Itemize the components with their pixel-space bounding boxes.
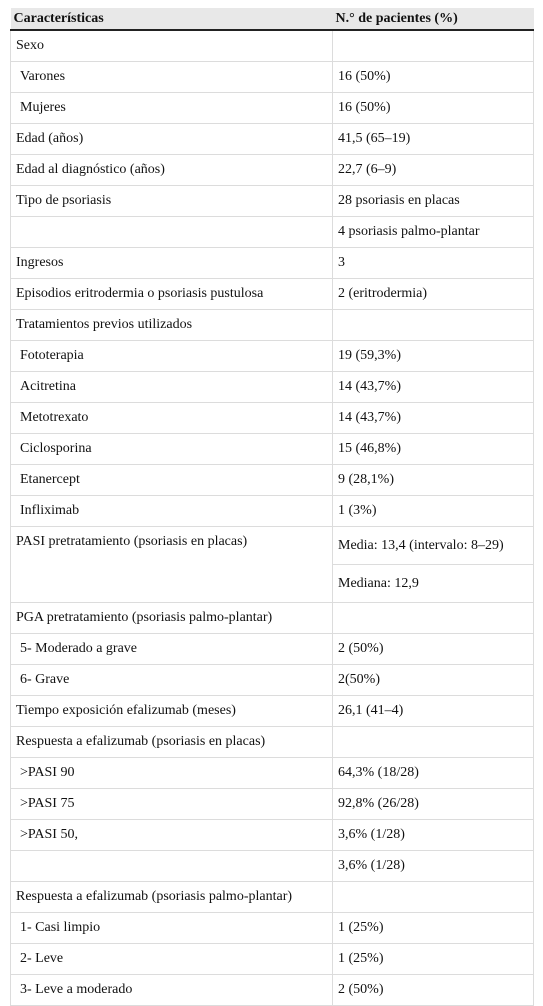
characteristic-cell: Fototerapia [11,341,333,372]
characteristic-cell: Tratamientos previos utilizados [11,310,333,341]
characteristic-cell: Edad al diagnóstico (años) [11,155,333,186]
characteristic-cell: Etanercept [11,465,333,496]
table-row [11,789,534,820]
patient-count-cell: 15 (46,8%) [333,434,534,465]
header-row [11,8,534,30]
table-row [11,93,534,124]
characteristic-cell: PASI pretratamiento (psoriasis en placas) [11,527,333,565]
table-row [11,727,534,758]
table-row [11,565,534,603]
characteristic-cell [11,851,333,882]
patient-count-cell: 3 [333,248,534,279]
characteristic-cell: Tiempo exposición efalizumab (meses) [11,696,333,727]
characteristic-cell [11,217,333,248]
table-row [11,155,534,186]
characteristic-cell: Episodios eritrodermia o psoriasis pustulosa [11,279,333,310]
patient-count-cell: 1 (3%) [333,496,534,527]
table-row [11,310,534,341]
characteristic-cell: Sexo [11,30,333,62]
characteristic-cell: PGA pretratamiento (psoriasis palmo-plantar) [11,603,333,634]
characteristic-cell: Infliximab [11,496,333,527]
patient-count-cell: 2 (50%) [333,634,534,665]
patient-count-cell: 1 (25%) [333,913,534,944]
patient-characteristics-table [10,8,534,1006]
characteristic-cell: Mujeres [11,93,333,124]
patient-count-cell: 16 (50%) [333,62,534,93]
header-characteristics: Características [11,8,333,30]
table-header [11,8,534,30]
characteristic-cell: >PASI 75 [11,789,333,820]
patient-count-cell: 28 psoriasis en placas [333,186,534,217]
characteristic-cell: 3- Leve a moderado [11,975,333,1006]
characteristic-cell: Metotrexato [11,403,333,434]
table-row [11,665,534,696]
table-row [11,62,534,93]
table-row [11,882,534,913]
table-row [11,217,534,248]
characteristic-cell: 2- Leve [11,944,333,975]
patient-count-cell [333,882,534,913]
patient-count-cell: 26,1 (41–4) [333,696,534,727]
table-row [11,696,534,727]
table-row [11,403,534,434]
table-row [11,434,534,465]
table-row [11,758,534,789]
patient-count-cell: 19 (59,3%) [333,341,534,372]
patient-count-cell: 14 (43,7%) [333,403,534,434]
patient-count-cell [333,603,534,634]
patient-count-cell: Media: 13,4 (intervalo: 8–29) [333,527,534,565]
table-row [11,496,534,527]
table-row [11,820,534,851]
table-row [11,634,534,665]
patient-count-cell: 64,3% (18/28) [333,758,534,789]
patient-count-cell: 1 (25%) [333,944,534,975]
characteristic-cell: Varones [11,62,333,93]
characteristic-cell: Ingresos [11,248,333,279]
characteristic-cell: >PASI 90 [11,758,333,789]
characteristic-cell: Tipo de psoriasis [11,186,333,217]
patient-count-cell: 2 (eritrodermia) [333,279,534,310]
table-row [11,465,534,496]
patient-count-cell: 3,6% (1/28) [333,820,534,851]
patient-count-cell: 41,5 (65–19) [333,124,534,155]
characteristic-cell: Edad (años) [11,124,333,155]
table-row [11,124,534,155]
patient-count-cell [333,727,534,758]
patient-count-cell [333,30,534,62]
patient-count-cell: 2 (50%) [333,975,534,1006]
characteristic-cell: 5- Moderado a grave [11,634,333,665]
patient-count-cell: 92,8% (26/28) [333,789,534,820]
characteristic-cell: Respuesta a efalizumab (psoriasis palmo-plantar) [11,882,333,913]
patient-count-cell: 9 (28,1%) [333,465,534,496]
patient-characteristics-table-container [10,8,533,1006]
table-body [11,30,534,1006]
patient-count-cell: 22,7 (6–9) [333,155,534,186]
characteristic-cell: Acitretina [11,372,333,403]
patient-count-cell: 4 psoriasis palmo-plantar [333,217,534,248]
characteristic-cell: Respuesta a efalizumab (psoriasis en placas) [11,727,333,758]
patient-count-cell: 3,6% (1/28) [333,851,534,882]
table-row [11,913,534,944]
table-row [11,30,534,62]
characteristic-cell: 1- Casi limpio [11,913,333,944]
characteristic-cell: Ciclosporina [11,434,333,465]
patient-count-cell: 2(50%) [333,665,534,696]
patient-count-cell: Mediana: 12,9 [333,565,534,603]
characteristic-cell: >PASI 50, [11,820,333,851]
table-row [11,527,534,565]
table-row [11,372,534,403]
table-row [11,944,534,975]
table-row [11,279,534,310]
table-row [11,603,534,634]
patient-count-cell: 16 (50%) [333,93,534,124]
table-row [11,341,534,372]
table-row [11,851,534,882]
table-row [11,975,534,1006]
characteristic-cell: 6- Grave [11,665,333,696]
patient-count-cell: 14 (43,7%) [333,372,534,403]
header-patient-count: N.° de pacientes (%) [333,8,534,30]
table-row [11,248,534,279]
characteristic-cell [11,565,333,603]
patient-count-cell [333,310,534,341]
table-row [11,186,534,217]
